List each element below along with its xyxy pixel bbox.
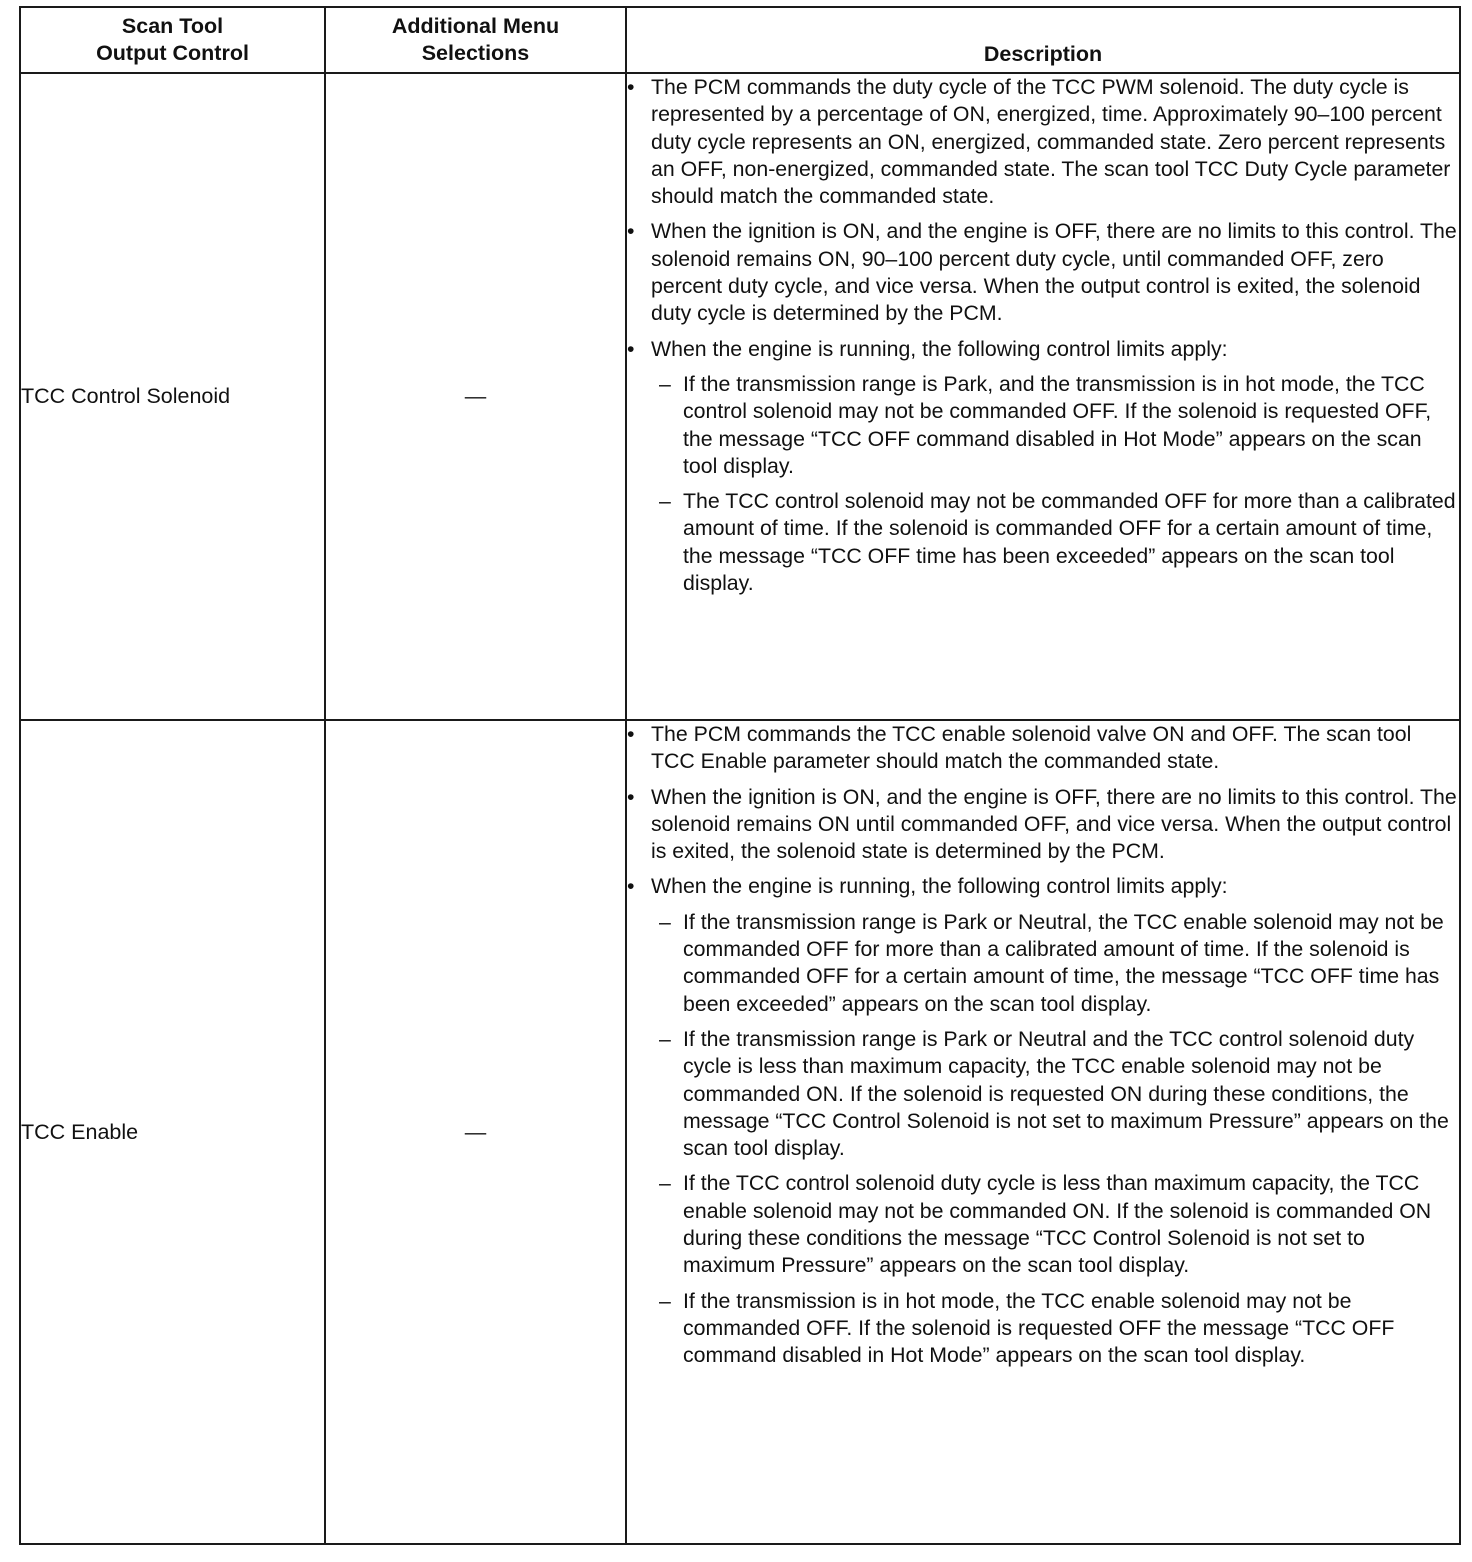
description-bullet: [627, 218, 1459, 327]
bullet-text: The PCM commands the duty cycle of the TCC PWM solenoid. The duty cycle is represented by a percentage of ON, energized, time. Approximately 90–100 percent duty cycle represents an ON, energized, commanded state. Zero percent represents an OFF, non-energized, commanded state. The scan tool TCC Duty Cycle parameter should match the commanded state.: [651, 75, 1451, 209]
scan-tool-output-control-table: [19, 6, 1461, 1545]
bullet-marker: •: [627, 784, 635, 809]
table-body: [20, 73, 1460, 1544]
header-output-control: [20, 7, 325, 73]
header-output-control-line1: Scan Tool: [121, 14, 224, 38]
header-output-control-line2: Output Control: [96, 41, 249, 65]
bullet-marker: •: [627, 75, 635, 99]
sub-item-text: If the transmission range is Park or Neutral, the TCC enable solenoid may not be commanded OFF for more than a calibrated amount of time. If the solenoid is commanded OFF for a certain amount of time, the message “TCC OFF time has been exceeded” appears on the scan tool display.: [683, 909, 1444, 1016]
dash-marker: –: [659, 1171, 671, 1196]
dash-marker: –: [659, 1288, 671, 1313]
description-sub-item: [627, 371, 1459, 480]
output-control-cell: TCC Control Solenoid: [20, 73, 325, 720]
table-row: [20, 720, 1460, 1544]
header-menu-line1: Additional Menu: [391, 14, 560, 38]
bullet-marker: •: [627, 336, 635, 361]
bullet-text: When the ignition is ON, and the engine is OFF, there are no limits to this control. The solenoid remains ON until commanded OFF, and vice versa. When the output control is exited, the solenoid state is determined by the PCM.: [651, 784, 1457, 864]
description-bullet: [627, 721, 1459, 776]
header-row: [20, 7, 1460, 73]
description-sub-item: [627, 1170, 1459, 1279]
header-description: Description: [626, 7, 1460, 73]
sub-item-text: If the transmission range is Park or Neutral and the TCC control solenoid duty cycle is less than maximum capacity, the TCC enable solenoid may not be commanded ON. If the solenoid is requested ON during these conditions, the message “TCC Control Solenoid is not set to maximum Pressure” appears on the scan tool display.: [683, 1026, 1449, 1161]
description-bullet: [627, 336, 1459, 363]
description-bullet: [627, 784, 1459, 866]
bullet-marker: •: [627, 722, 635, 746]
description-bullet: [627, 74, 1459, 210]
description-sub-item: [627, 1026, 1459, 1162]
bullet-text: When the engine is running, the following control limits apply:: [651, 874, 1228, 899]
output-control-cell: TCC Enable: [20, 720, 325, 1544]
bullet-text: When the ignition is ON, and the engine is OFF, there are no limits to this control. The solenoid remains ON, 90–100 percent duty cycle, until commanded OFF, zero percent duty cycle, and vice versa. When the output control is exited, the solenoid duty cycle is determined by the PCM.: [651, 219, 1457, 326]
description-bullet: [627, 873, 1459, 900]
sub-item-text: If the transmission is in hot mode, the TCC enable solenoid may not be commanded OFF. If the solenoid is requested OFF the message “TCC OFF command disabled in Hot Mode” appears on the scan tool display.: [683, 1288, 1395, 1368]
bullet-marker: •: [627, 219, 635, 244]
menu-selection-cell: —: [325, 73, 626, 720]
sub-item-text: The TCC control solenoid may not be commanded OFF for more than a calibrated amount of time. If the solenoid is commanded OFF for a certain amount of time, the message “TCC OFF time has been exceeded” appears on the scan tool display.: [683, 489, 1456, 596]
description-sub-item: [627, 909, 1459, 1018]
dash-marker: –: [659, 489, 671, 514]
sub-item-text: If the transmission range is Park, and the transmission is in hot mode, the TCC control solenoid may not be commanded OFF. If the solenoid is requested OFF, the message “TCC OFF command disabled in Hot Mode” appears on the scan tool display.: [683, 371, 1432, 478]
bullet-marker: •: [627, 874, 635, 899]
description-cell: [626, 73, 1460, 720]
sub-item-text: If the TCC control solenoid duty cycle is less than maximum capacity, the TCC enable solenoid may not be commanded ON. If the solenoid is commanded ON during these conditions the message “TCC Control Solenoid is not set to maximum Pressure” appears on the scan tool display.: [683, 1171, 1432, 1278]
menu-selection-cell: —: [325, 720, 626, 1544]
table-header: [20, 7, 1460, 73]
description-cell: [626, 720, 1460, 1544]
header-menu-line2: Selections: [421, 41, 530, 65]
dash-marker: –: [659, 909, 671, 934]
description-sub-item: [627, 488, 1459, 597]
bullet-text: When the engine is running, the following control limits apply:: [651, 336, 1228, 361]
dash-marker: –: [659, 371, 671, 396]
header-menu-selections: [325, 7, 626, 73]
description-sub-item: [627, 1288, 1459, 1370]
bullet-text: The PCM commands the TCC enable solenoid valve ON and OFF. The scan tool TCC Enable parameter should match the commanded state.: [651, 722, 1412, 774]
dash-marker: –: [659, 1026, 671, 1051]
table-row: [20, 73, 1460, 720]
